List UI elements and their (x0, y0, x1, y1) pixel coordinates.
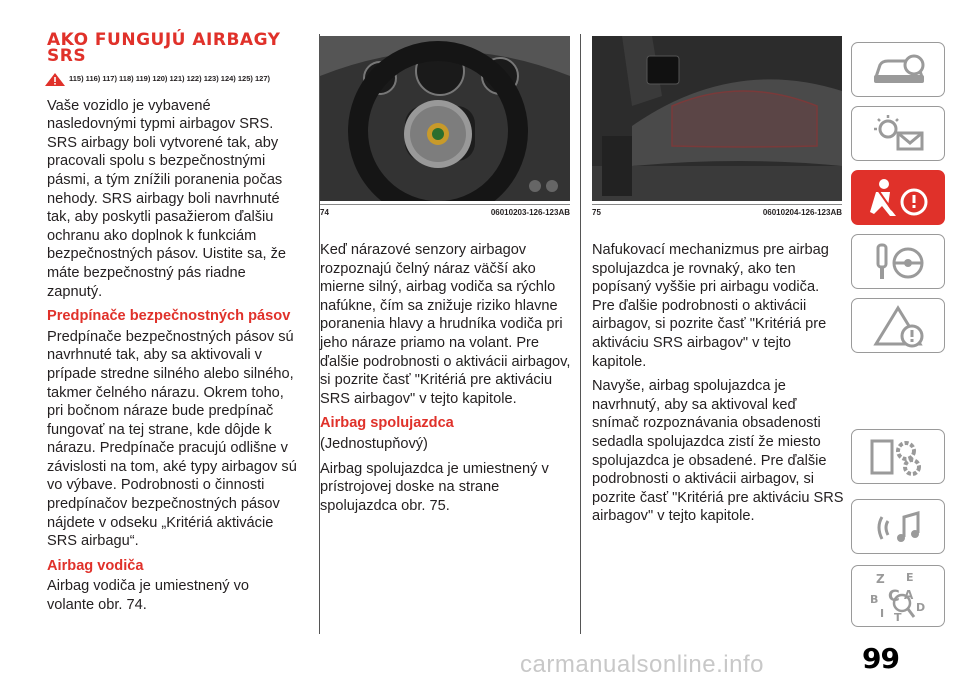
svg-text:Z: Z (876, 572, 885, 586)
figure-75-passenger-dashboard (592, 36, 842, 201)
key-steering-icon (868, 241, 928, 283)
figure-74-steering-wheel (320, 36, 570, 201)
warning-references: 115) 116) 117) 118) 119) 120) 121) 122) 123) 124) 125) 127) (45, 70, 297, 89)
section-title: AKO FUNGUJÚ AIRBAGY SRS (47, 30, 281, 66)
svg-text:C: C (888, 586, 900, 605)
tab-maintenance[interactable] (851, 429, 945, 484)
passenger-airbag-mechanism-paragraph: Nafukovací mechanizmus pre airbag spolujazdca je rovnaký, ako ten popísaný vyššie pri airbagu vodiča. Pre ďalšie podrobnosti o aktivácii airbagov, si pozrite časť "Kritériá pre aktiváciu SRS airbagov" v tejto kapitole. (592, 242, 829, 370)
passenger-airbag-paragraph: Airbag spolujazdca je umiestnený v prístrojovej doske na strane spolujazdca obr. 75. (320, 460, 549, 514)
maintenance-gears-icon (868, 435, 928, 479)
svg-text:I: I (880, 607, 885, 620)
driver-airbag-activation-paragraph: Keď nárazové senzory airbagov rozpoznajú čelný náraz väčší ako mierne silný, airbag vodiča sa rýchlo nafúkne, čím sa znižuje riziko hlavne poranenia hlavy a hrudníka vodiča pri jeho náraze priamo na volant. Pre ďalšie podrobnosti o aktivácii airbagov, si pozrite časť "Kritériá pre aktiváciu SRS airbagov" v tejto kapitole. (320, 242, 571, 407)
tab-starting-driving[interactable] (851, 234, 945, 289)
tab-lights[interactable] (851, 106, 945, 161)
passenger-airbag-subheading: (Jednostupňový) (320, 435, 428, 452)
tab-safety[interactable] (851, 170, 945, 225)
pretensioner-heading: Predpínače bezpečnostných pásov (47, 308, 291, 325)
passenger-occupancy-paragraph: Navyše, airbag spolujazdca je navrhnutý, aby sa aktivoval keď snímač rozpoznávania obsadenosti sedadla spolujazdca zistí že miesto spolujazdca je obsadené. Pre ďalšie podrobnosti o aktivácii airbagov, si pozrite časť "Kritériá pre aktiváciu SRS airbagov" v tejto kapitole. (592, 378, 844, 525)
column-3 (592, 241, 844, 532)
passenger-airbag-heading: Airbag spolujazdca (320, 415, 454, 432)
car-dashboard-icon (868, 51, 928, 89)
warning-triangle-icon (45, 73, 65, 86)
lights-warning-icon (868, 113, 928, 155)
tab-index[interactable] (851, 565, 945, 627)
watermark: carmanualsonline.info (520, 651, 764, 678)
tab-dashboard[interactable] (851, 42, 945, 97)
svg-text:B: B (870, 593, 879, 606)
driver-airbag-heading: Airbag vodiča (47, 557, 144, 574)
svg-text:D: D (916, 601, 926, 614)
multimedia-icon (868, 505, 928, 549)
airbag-safety-icon (866, 176, 930, 220)
pretensioner-paragraph: Predpínače bezpečnostných pásov sú navrhnuté tak, aby sa aktivovali v prípade stredne silného alebo silného, takmer čelného nárazu. Okrem toho, pri bočnom náraze bude predpínač fungovať na tej strane, kde dôjde k nárazu. Predpínače pracujú odlišne v závislosti na tom, aké typy airbagov sú vo výbave. Podrobnosti o činnosti predpínačov bezpečnostných pásov nájdete v odseku „Kritériá aktivácie SRS airbagu“. (47, 328, 297, 550)
column-2 (320, 241, 572, 521)
svg-text:E: E (906, 571, 914, 584)
tab-multimedia[interactable] (851, 499, 945, 554)
column-divider (580, 34, 581, 634)
driver-airbag-paragraph: Airbag vodiča je umiestnený vo volante obr. 74. (47, 578, 249, 614)
figure-75-caption: 75 06010204-126-123AB (592, 204, 842, 217)
column-1 (47, 32, 297, 621)
page-number: 99 (862, 642, 899, 675)
alphabetical-index-icon (866, 569, 930, 623)
svg-text:T: T (894, 611, 902, 623)
svg-text:A: A (904, 588, 914, 602)
steering-wheel-image (320, 36, 570, 201)
passenger-dashboard-image (592, 36, 842, 201)
warning-triangle-icon (868, 304, 928, 348)
intro-paragraph: Vaše vozidlo je vybavené nasledovnými typmi airbagov SRS. SRS airbagy boli vytvorené tak, aby pracovali spolu s bezpečnostnými pásmi, a tým znížili poranenia počas nehody. SRS airbagy boli navrhnuté tak, aby poskytli pasažierom ďalšiu ochranu ako doplnok k funkciám bezpečnostných pásov. Uistite sa, že máte bezpečnostný pás riadne zapnutý. (47, 97, 287, 300)
figure-74-caption: 74 06010203-126-123AB (320, 204, 570, 217)
tab-emergency[interactable] (851, 298, 945, 353)
